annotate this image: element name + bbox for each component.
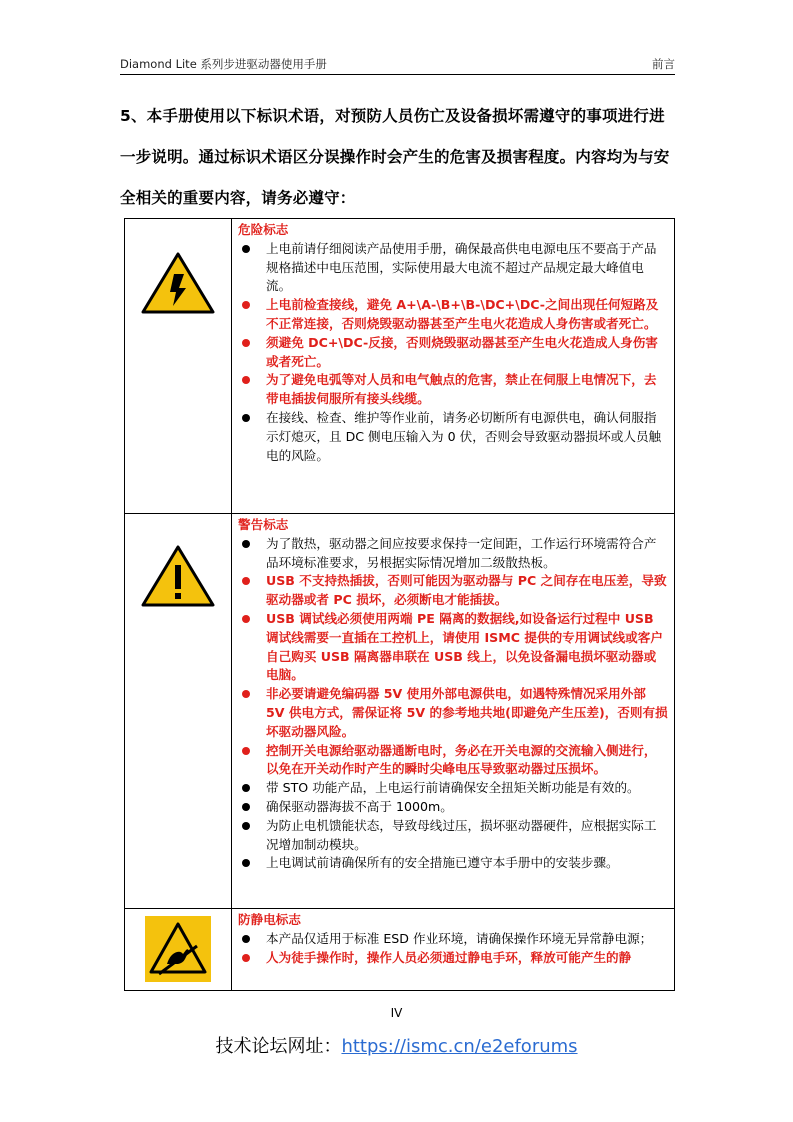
footer bbox=[0, 1032, 793, 1058]
exclamation-warning-icon bbox=[141, 545, 215, 607]
list-item: 为了避免电弧等对人员和电气触点的危害，禁止在伺服上电情况下，去带电插拔伺服所有接头线缆。 bbox=[238, 371, 668, 409]
warning-text-cell bbox=[232, 514, 675, 909]
list-item: 上电前检查接线，避免 A+\A-\B+\B-\DC+\DC-之间出现任何短路及不正常连接，否则烧毁驱动器甚至产生电火花造成人身伤害或者死亡。 bbox=[238, 296, 668, 334]
danger-text-cell bbox=[232, 219, 675, 514]
esd-text-cell bbox=[232, 909, 675, 991]
header-manual-title: Diamond Lite 系列步进驱动器使用手册 bbox=[120, 57, 327, 71]
forum-link[interactable]: https://ismc.cn/e2eforums bbox=[341, 1036, 578, 1057]
list-item: USB 不支持热插拔，否则可能因为驱动器与 PC 之间存在电压差，导致驱动器或者 PC 损坏，必须断电才能插拔。 bbox=[238, 572, 668, 610]
list-item: 上电前请仔细阅读产品使用手册，确保最高供电电源电压不要高于产品规格描述中电压范围，实际使用最大电流不超过产品规定最大峰值电流。 bbox=[238, 240, 668, 296]
list-item: 非必要请避免编码器 5V 使用外部电源供电，如遇特殊情况采用外部 5V 供电方式，需保证将 5V 的参考地共地(即避免产生压差)，否则有损坏驱动器风险。 bbox=[238, 685, 668, 741]
danger-title: 危险标志 bbox=[238, 222, 289, 237]
forum-label: 技术论坛网址： bbox=[215, 1036, 342, 1057]
warning-title: 警告标志 bbox=[238, 517, 289, 532]
list-item: 确保驱动器海拔不高于 1000m。 bbox=[238, 798, 668, 817]
list-item: 为防止电机馈能状态，导致母线过压，损坏驱动器硬件，应根据实际工况增加制动模块。 bbox=[238, 817, 668, 855]
danger-row bbox=[125, 219, 675, 514]
page-header bbox=[120, 54, 675, 75]
danger-icon-cell bbox=[125, 219, 232, 514]
page-number: IV bbox=[390, 1006, 403, 1020]
esd-title: 防静电标志 bbox=[238, 912, 301, 927]
esd-icon-cell bbox=[125, 909, 232, 991]
list-item: 本产品仅适用于标准 ESD 作业环境，请确保操作环境无异常静电源； bbox=[238, 930, 668, 949]
esd-row bbox=[125, 909, 675, 991]
list-item: 为了散热，驱动器之间应按要求保持一定间距，工作运行环境需符合产品环境标准要求，另根据实际情况增加二级散热板。 bbox=[238, 535, 668, 573]
list-item: 上电调试前请确保所有的安全措施已遵守本手册中的安装步骤。 bbox=[238, 854, 668, 873]
header-chapter: 前言 bbox=[652, 57, 675, 71]
list-item: 带 STO 功能产品，上电运行前请确保安全扭矩关断功能是有效的。 bbox=[238, 779, 668, 798]
list-item: USB 调试线必须使用两端 PE 隔离的数据线,如设备运行过程中 USB 调试线需要一直插在工控机上，请使用 ISMC 提供的专用调试线或客户自己购买 USB 隔离器串联在 USB 线上，以免设备漏电损坏驱动器或电脑。 bbox=[238, 610, 668, 685]
warning-icon-cell bbox=[125, 514, 232, 909]
esd-warning-icon bbox=[145, 916, 211, 982]
list-item: 在接线、检查、维护等作业前，请务必切断所有电源供电，确认伺服指示灯熄灭，且 DC 侧电压输入为 0 伏，否则会导致驱动器损坏或人员触电的风险。 bbox=[238, 409, 668, 465]
danger-list bbox=[238, 240, 668, 466]
warning-row bbox=[125, 514, 675, 909]
list-item: 人为徒手操作时，操作人员必须通过静电手环，释放可能产生的静 bbox=[238, 949, 668, 968]
list-item: 须避免 DC+\DC-反接，否则烧毁驱动器甚至产生电火花造成人身伤害或者死亡。 bbox=[238, 334, 668, 372]
high-voltage-warning-icon bbox=[141, 252, 215, 314]
warning-list bbox=[238, 535, 668, 873]
list-item: 控制开关电源给驱动器通断电时，务必在开关电源的交流输入侧进行，以免在开关动作时产生的瞬时尖峰电压导致驱动器过压损坏。 bbox=[238, 742, 668, 780]
safety-symbols-table bbox=[124, 218, 675, 991]
esd-list bbox=[238, 930, 668, 968]
intro-paragraph: 5、本手册使用以下标识术语，对预防人员伤亡及设备损坏需遵守的事项进行进一步说明。通过标识术语区分误操作时会产生的危害及损害程度。内容均为与安全相关的重要内容，请务必遵守： bbox=[120, 107, 670, 207]
